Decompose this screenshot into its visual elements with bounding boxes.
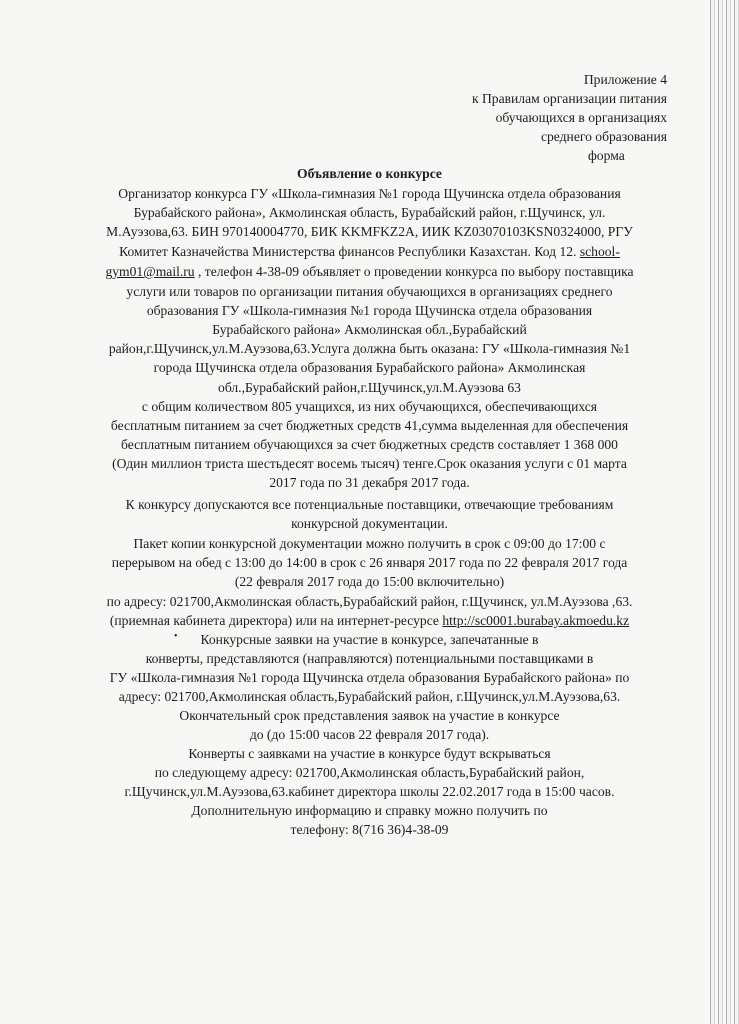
body-line [0,264,739,280]
body-line: (22 февраля 2017 года до 15:00 включительно) [234,574,505,589]
body-line-text: , телефон 4-38-09 объявляет о проведении конкурса по выбору поставщика [194,264,634,279]
email-link-part1[interactable]: school- [579,244,620,259]
body-line: г.Щучинск,ул.М.Ауэзова,63.кабинет директора школы 22.02.2017 года в 15:00 часов. [124,784,615,799]
appendix-line-3: обучающихся в организациях [495,110,667,125]
website-link[interactable]: http://sc0001.burabay.akmoedu.kz [442,613,630,628]
body-line-text: Комитет Казначейства Министерства финансов Республики Казахстан. Код 12. [119,244,580,259]
body-line: Конкурсные заявки на участие в конкурсе, запечатанные в [200,632,539,647]
body-line [0,244,739,260]
body-line: бесплатным питанием за счет бюджетных средств 41,сумма выделенная для обеспечения [110,418,629,433]
body-line: ГУ «Школа-гимназия №1 города Щучинска отдела образования Бурабайского района» по [109,670,630,685]
body-line: Бурабайского района», Акмолинская область, Бурабайский район, г.Щучинск, ул. [133,205,606,220]
body-line: Дополнительную информацию и справку можно получить по [191,803,548,818]
body-line: по адресу: 021700,Акмолинская область,Бурабайский район, г.Щучинск, ул.М.Ауэзова ,63. [106,594,633,609]
body-line: услуги или товаров по организации питания обучающихся в организациях среднего [126,284,613,299]
body-line: до (до 15:00 часов 22 февраля 2017 года). [249,727,490,742]
body-line: М.Ауэзова,63. БИН 970140004770, БИК KKMFKZ2A, ИИК KZ03070103KSN0324000, РГУ [106,224,633,239]
body-line: по следующему адресу: 021700,Акмолинская область,Бурабайский район, [154,765,585,780]
body-line-text: (приемная кабинета директора) или на интернет-ресурсе [109,613,443,628]
body-line: район,г.Щучинск,ул.М.Ауэзова,63.Услуга должна быть оказана: ГУ «Школа-гимназия №1 [108,341,631,356]
email-link-part2[interactable]: gym01@mail.ru [105,264,195,279]
body-line: Бурабайского района» Акмолинская обл.,Бурабайский [212,322,527,337]
body-line: адресу: 021700,Акмолинская область,Бурабайский район, г.Щучинск,ул.М.Ауэзова,63. [118,689,621,704]
body-line: конверты, представляются (направляются) потенциальными поставщиками в [145,651,594,666]
body-line: образования ГУ «Школа-гимназия №1 города Щучинска отдела образования [146,303,593,318]
scan-dot-mark: • [174,631,178,642]
body-line: Окончательный срок представления заявок на участие в конкурсе [179,708,560,723]
body-line: конкурсной документации. [291,516,448,531]
announcement-title: Объявление о конкурсе [297,166,442,181]
appendix-line-1: Приложение 4 [583,72,667,87]
body-line: с общим количеством 805 учащихся, из них обучающихся, обеспечивающихся [141,399,598,414]
body-line: Конверты с заявками на участие в конкурсе будут вскрываться [188,746,551,761]
body-line: Организатор конкурса ГУ «Школа-гимназия №1 города Щучинска отдела образования [118,186,621,201]
body-line: телефону: 8(716 36)4-38-09 [290,822,449,837]
body-line: перерывом на обед с 13:00 до 14:00 в срок с 26 января 2017 года по 22 февраля 2017 года [111,555,628,570]
body-line: обл.,Бурабайский район,г.Щучинск,ул.М.Ауэзова 63 [218,380,521,395]
body-line: К конкурсу допускаются все потенциальные поставщики, отвечающие требованиям [125,497,614,512]
body-line: Пакет копии конкурсной документации можно получить в срок с 09:00 до 17:00 с [133,536,606,551]
body-line: 2017 года по 31 декабря 2017 года. [269,475,470,490]
body-line [0,613,739,629]
body-line: (Один миллион триста шестьдесят восемь тысяч) тенге.Срок оказания услуги с 01 марта [112,456,627,471]
appendix-line-2: к Правилам организации питания [471,91,667,106]
appendix-line-5: форма [588,148,625,163]
appendix-line-4: среднего образования [540,129,667,144]
body-line: бесплатным питанием обучающихся за счет бюджетных средств составляет 1 368 000 [121,437,618,452]
body-line: города Щучинска отдела образования Бурабайского района» Акмолинская [153,360,586,375]
